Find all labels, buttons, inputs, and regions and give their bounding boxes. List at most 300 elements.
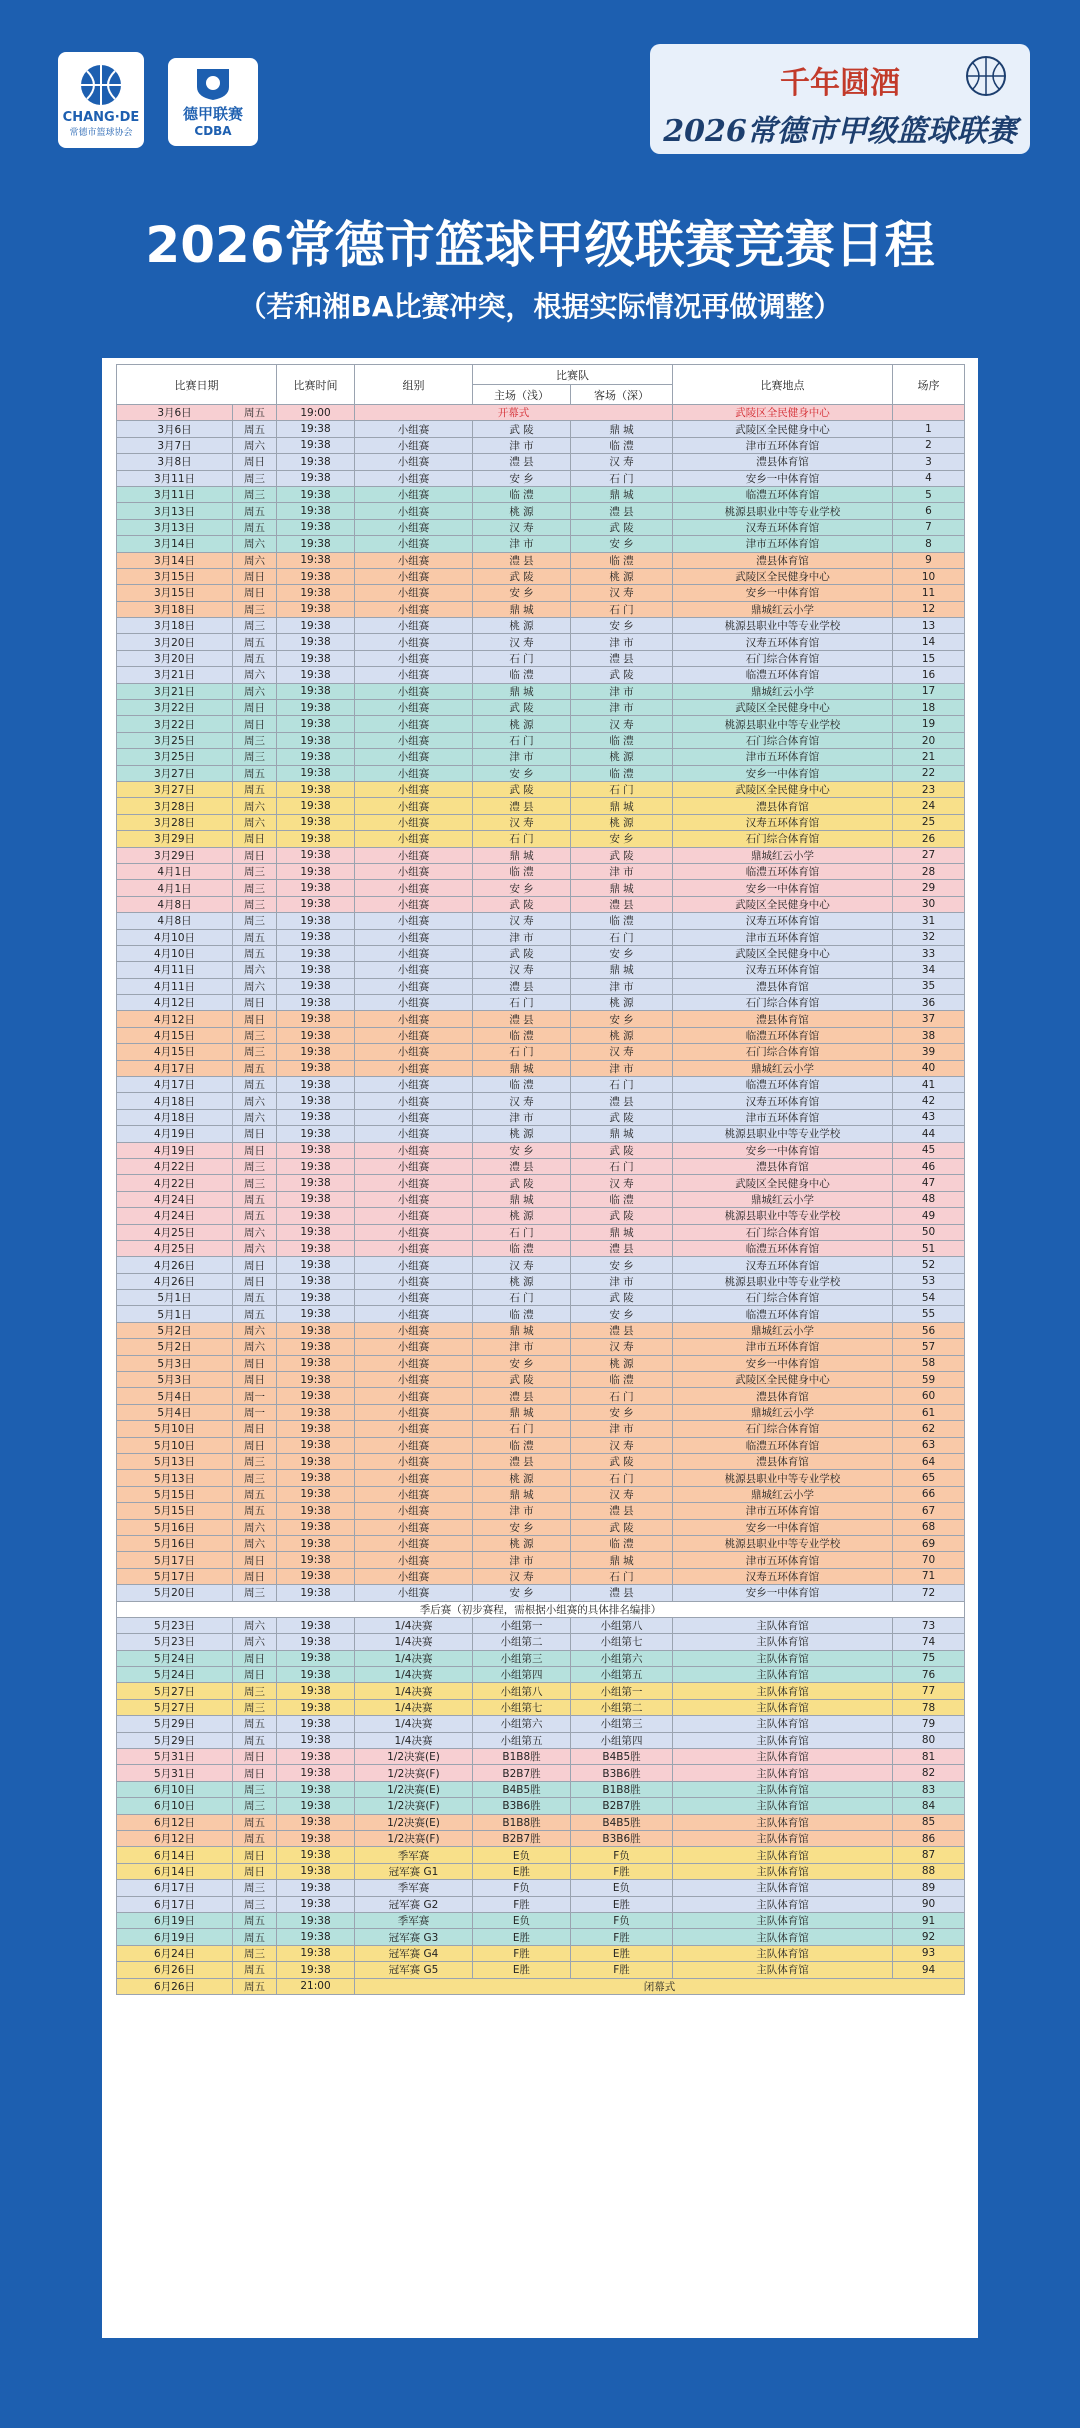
cell-date: 3月15日: [117, 568, 233, 584]
table-row: [117, 634, 965, 650]
cell-home: 临 澧: [473, 667, 571, 683]
cell-time: 19:38: [277, 1732, 355, 1748]
cell-group: 小组赛: [355, 470, 473, 486]
cell-date: 3月15日: [117, 585, 233, 601]
cell-home: 石 门: [473, 1044, 571, 1060]
cell-seq: 44: [893, 1126, 965, 1142]
cell-date: 4月8日: [117, 896, 233, 912]
cell-time: 19:38: [277, 1257, 355, 1273]
cell-time: 19:38: [277, 1421, 355, 1437]
cell-venue: 桃源县职业中等专业学校: [673, 1126, 893, 1142]
cell-group: 小组赛: [355, 454, 473, 470]
table-row: [117, 1027, 965, 1043]
cell-venue: 安乡一中体育馆: [673, 1355, 893, 1371]
cell-away: 津 市: [571, 1273, 673, 1289]
playoff-row: [117, 1929, 965, 1945]
cell-time: 19:38: [277, 1568, 355, 1584]
cell-date: 5月1日: [117, 1306, 233, 1322]
table-row: [117, 1142, 965, 1158]
cell-away: 石 门: [571, 470, 673, 486]
cell-date: 3月6日: [117, 405, 233, 421]
cell-venue: 鼎城红云小学: [673, 683, 893, 699]
cell-weekday: 周三: [233, 1585, 277, 1601]
cell-weekday: 周三: [233, 1027, 277, 1043]
cell-seq: 6: [893, 503, 965, 519]
cell-seq: 57: [893, 1339, 965, 1355]
cell-time: 19:38: [277, 1945, 355, 1961]
cell-date: 4月19日: [117, 1142, 233, 1158]
header-home: 主场（浅）: [473, 385, 571, 405]
cell-group: 小组赛: [355, 1240, 473, 1256]
playoff-row: [117, 1683, 965, 1699]
page-title: 2026常德市篮球甲级联赛竞赛日程: [145, 216, 935, 274]
cell-venue: 主队体育馆: [673, 1814, 893, 1830]
cell-seq: 62: [893, 1421, 965, 1437]
cell-group: 小组赛: [355, 1322, 473, 1338]
cell-group: 小组赛: [355, 568, 473, 584]
cell-venue: 汉寿五环体育馆: [673, 1093, 893, 1109]
cell-venue: 津市五环体育馆: [673, 1503, 893, 1519]
cell-time: 19:38: [277, 1060, 355, 1076]
cell-date: 3月13日: [117, 503, 233, 519]
cell-group: 小组赛: [355, 913, 473, 929]
cell-venue: 主队体育馆: [673, 1929, 893, 1945]
cell-time: 19:38: [277, 1011, 355, 1027]
cell-time: 19:38: [277, 1339, 355, 1355]
cell-home: 鼎 城: [473, 1404, 571, 1420]
cell-date: 3月20日: [117, 650, 233, 666]
table-row: [117, 1388, 965, 1404]
cell-seq: 82: [893, 1765, 965, 1781]
cell-seq: 34: [893, 962, 965, 978]
cell-venue: 临澧五环体育馆: [673, 863, 893, 879]
cell-home: 澧 县: [473, 552, 571, 568]
cell-venue: 津市五环体育馆: [673, 749, 893, 765]
cell-weekday: 周三: [233, 1683, 277, 1699]
cell-time: 19:38: [277, 1240, 355, 1256]
cell-time: 19:38: [277, 1765, 355, 1781]
cell-group: 小组赛: [355, 437, 473, 453]
cell-weekday: 周日: [233, 847, 277, 863]
cell-group: 小组赛: [355, 1044, 473, 1060]
cell-time: 19:38: [277, 1486, 355, 1502]
cell-away: 汉 寿: [571, 1339, 673, 1355]
cell-home: 小组第一: [473, 1617, 571, 1633]
cell-seq: 9: [893, 552, 965, 568]
table-row: [117, 1158, 965, 1174]
cell-date: 5月4日: [117, 1404, 233, 1420]
cell-weekday: 周三: [233, 913, 277, 929]
table-row: [117, 1060, 965, 1076]
cell-home: 津 市: [473, 749, 571, 765]
cell-group: 小组赛: [355, 667, 473, 683]
cell-weekday: 周六: [233, 536, 277, 552]
cell-venue: 桃源县职业中等专业学校: [673, 618, 893, 634]
cell-weekday: 周五: [233, 1912, 277, 1928]
cell-home: 石 门: [473, 650, 571, 666]
cell-date: 3月13日: [117, 519, 233, 535]
table-row: [117, 716, 965, 732]
cell-away: 澧 县: [571, 1093, 673, 1109]
cell-group: 1/4决赛: [355, 1667, 473, 1683]
cell-venue: 石门综合体育馆: [673, 732, 893, 748]
cell-seq: 39: [893, 1044, 965, 1060]
cell-time: 19:38: [277, 1552, 355, 1568]
header-away: 客场（深）: [571, 385, 673, 405]
cell-seq: 19: [893, 716, 965, 732]
cell-away: 武 陵: [571, 1142, 673, 1158]
cell-away: 津 市: [571, 700, 673, 716]
cell-away: 石 门: [571, 929, 673, 945]
cell-away: 石 门: [571, 781, 673, 797]
cell-venue: 澧县体育馆: [673, 798, 893, 814]
cell-weekday: 周日: [233, 1863, 277, 1879]
cell-seq: 27: [893, 847, 965, 863]
cell-time: 19:38: [277, 1093, 355, 1109]
cell-date: 4月12日: [117, 1011, 233, 1027]
table-row: [117, 1126, 965, 1142]
cell-weekday: 周六: [233, 1109, 277, 1125]
cell-home: 临 澧: [473, 1077, 571, 1093]
cell-group: 小组赛: [355, 1404, 473, 1420]
table-row: [117, 1503, 965, 1519]
table-row: [117, 765, 965, 781]
cell-away: 临 澧: [571, 437, 673, 453]
cell-time: 19:38: [277, 1683, 355, 1699]
cell-venue: 临澧五环体育馆: [673, 1437, 893, 1453]
cell-home: B2B7胜: [473, 1830, 571, 1846]
cell-away: 临 澧: [571, 1535, 673, 1551]
cell-home: B1B8胜: [473, 1749, 571, 1765]
cell-away: 澧 县: [571, 1585, 673, 1601]
cell-seq: 32: [893, 929, 965, 945]
cell-time: 19:38: [277, 831, 355, 847]
cell-group: 小组赛: [355, 1585, 473, 1601]
cell-weekday: 周三: [233, 470, 277, 486]
table-row: [117, 978, 965, 994]
cell-time: 19:38: [277, 1814, 355, 1830]
cell-seq: 50: [893, 1224, 965, 1240]
cell-group: 小组赛: [355, 1355, 473, 1371]
cell-date: 4月24日: [117, 1191, 233, 1207]
cell-home: 安 乡: [473, 470, 571, 486]
cell-group: 冠军赛 G1: [355, 1863, 473, 1879]
cell-venue: 临澧五环体育馆: [673, 1077, 893, 1093]
cell-away: 澧 县: [571, 896, 673, 912]
cell-away: 武 陵: [571, 1454, 673, 1470]
cell-date: 4月12日: [117, 995, 233, 1011]
cell-seq: 35: [893, 978, 965, 994]
cell-weekday: 周六: [233, 1240, 277, 1256]
cell-venue: 武陵区全民健身中心: [673, 1372, 893, 1388]
cell-date: 4月11日: [117, 962, 233, 978]
cell-time: 19:38: [277, 1437, 355, 1453]
cell-group: 1/4决赛: [355, 1617, 473, 1633]
cell-home: 鼎 城: [473, 1486, 571, 1502]
cell-away: E负: [571, 1880, 673, 1896]
cell-group: 小组赛: [355, 1158, 473, 1174]
cell-date: 4月25日: [117, 1240, 233, 1256]
cell-seq: 76: [893, 1667, 965, 1683]
table-row: [117, 1470, 965, 1486]
table-row: [117, 536, 965, 552]
cell-time: 19:38: [277, 765, 355, 781]
cell-away: 安 乡: [571, 1404, 673, 1420]
cell-seq: 88: [893, 1863, 965, 1879]
cell-home: 武 陵: [473, 700, 571, 716]
cell-time: 19:38: [277, 421, 355, 437]
table-row: [117, 437, 965, 453]
cell-time: 19:38: [277, 913, 355, 929]
cell-away: 小组第三: [571, 1716, 673, 1732]
cell-weekday: 周三: [233, 1044, 277, 1060]
cell-group: 小组赛: [355, 863, 473, 879]
cell-venue: 鼎城红云小学: [673, 847, 893, 863]
cell-date: 6月10日: [117, 1798, 233, 1814]
cell-weekday: 周六: [233, 437, 277, 453]
table-row: [117, 1093, 965, 1109]
cell-away: E胜: [571, 1945, 673, 1961]
cell-weekday: 周六: [233, 1535, 277, 1551]
table-row: [117, 880, 965, 896]
cell-home: 桃 源: [473, 1208, 571, 1224]
cell-seq: 58: [893, 1355, 965, 1371]
cell-group: 小组赛: [355, 1388, 473, 1404]
cell-group: 小组赛: [355, 1027, 473, 1043]
cell-date: 6月10日: [117, 1781, 233, 1797]
cell-seq: 46: [893, 1158, 965, 1174]
cell-away: 津 市: [571, 863, 673, 879]
cell-seq: 45: [893, 1142, 965, 1158]
cell-seq: 81: [893, 1749, 965, 1765]
cell-date: 5月16日: [117, 1535, 233, 1551]
cell-seq: 28: [893, 863, 965, 879]
cell-date: 4月1日: [117, 880, 233, 896]
cell-group: 小组赛: [355, 486, 473, 502]
cell-seq: 63: [893, 1437, 965, 1453]
header-teams: 比赛队: [473, 365, 673, 385]
playoff-row: [117, 1634, 965, 1650]
cell-date: 6月17日: [117, 1880, 233, 1896]
cell-date: 6月12日: [117, 1830, 233, 1846]
cell-group: 1/4决赛: [355, 1650, 473, 1666]
cell-group: 小组赛: [355, 503, 473, 519]
cell-weekday: 周五: [233, 765, 277, 781]
cell-away: 鼎 城: [571, 1224, 673, 1240]
closing-ceremony-label: 闭幕式: [355, 1978, 965, 1994]
cell-weekday: 周日: [233, 1011, 277, 1027]
cell-weekday: 周五: [233, 650, 277, 666]
table-row: [117, 421, 965, 437]
cell-time: 19:38: [277, 1699, 355, 1715]
cell-away: F负: [571, 1847, 673, 1863]
cell-seq: 83: [893, 1781, 965, 1797]
cell-group: 小组赛: [355, 1273, 473, 1289]
cell-time: 19:38: [277, 634, 355, 650]
cell-home: 临 澧: [473, 863, 571, 879]
cell-home: 鼎 城: [473, 847, 571, 863]
table-row: [117, 1519, 965, 1535]
cell-venue: 石门综合体育馆: [673, 1421, 893, 1437]
cell-group: 小组赛: [355, 896, 473, 912]
cell-time: 19:38: [277, 1027, 355, 1043]
cell-home: 安 乡: [473, 880, 571, 896]
cell-weekday: 周三: [233, 1781, 277, 1797]
cell-venue: 武陵区全民健身中心: [673, 781, 893, 797]
cell-date: 5月23日: [117, 1634, 233, 1650]
schedule-sheet: [102, 358, 978, 2338]
cell-venue: 汉寿五环体育馆: [673, 814, 893, 830]
cell-time: 19:38: [277, 1208, 355, 1224]
cell-home: 临 澧: [473, 1240, 571, 1256]
table-row: [117, 1109, 965, 1125]
cell-weekday: 周日: [233, 1355, 277, 1371]
cell-weekday: 周五: [233, 1830, 277, 1846]
cell-away: 鼎 城: [571, 421, 673, 437]
cell-away: 小组第四: [571, 1732, 673, 1748]
cell-date: 4月19日: [117, 1126, 233, 1142]
cell-weekday: 周三: [233, 1454, 277, 1470]
cell-seq: 74: [893, 1634, 965, 1650]
cell-away: 桃 源: [571, 568, 673, 584]
table-header: [117, 365, 965, 405]
cell-time: 19:38: [277, 896, 355, 912]
cell-date: 4月10日: [117, 945, 233, 961]
cell-date: 3月11日: [117, 470, 233, 486]
cell-seq: 86: [893, 1830, 965, 1846]
cell-time: 19:38: [277, 1634, 355, 1650]
cell-home: 汉 寿: [473, 1257, 571, 1273]
cell-time: 19:38: [277, 1929, 355, 1945]
cell-group: 小组赛: [355, 1519, 473, 1535]
cell-group: 小组赛: [355, 978, 473, 994]
cell-time: 19:38: [277, 519, 355, 535]
table-row: [117, 1568, 965, 1584]
cell-home: 石 门: [473, 1224, 571, 1240]
cell-away: 桃 源: [571, 1355, 673, 1371]
cell-venue: 安乡一中体育馆: [673, 1519, 893, 1535]
cell-group: 小组赛: [355, 536, 473, 552]
cell-weekday: 周五: [233, 1814, 277, 1830]
cell-away: 桃 源: [571, 749, 673, 765]
cell-seq: 66: [893, 1486, 965, 1502]
cell-home: 临 澧: [473, 1027, 571, 1043]
cell-seq: 10: [893, 568, 965, 584]
cell-group: 小组赛: [355, 1224, 473, 1240]
cell-home: 鼎 城: [473, 683, 571, 699]
playoff-row: [117, 1880, 965, 1896]
table-body: [117, 405, 965, 1995]
cell-date: 3月29日: [117, 847, 233, 863]
cell-time: 19:38: [277, 1044, 355, 1060]
changde-logo-sub: 常德市篮球协会: [69, 128, 133, 138]
cell-group: 小组赛: [355, 1093, 473, 1109]
cell-group: 小组赛: [355, 1109, 473, 1125]
cell-seq: 33: [893, 945, 965, 961]
cell-weekday: 周三: [233, 1175, 277, 1191]
cell-venue: 临澧五环体育馆: [673, 667, 893, 683]
cell-seq: 1: [893, 421, 965, 437]
cell-away: 安 乡: [571, 1306, 673, 1322]
cell-away: 汉 寿: [571, 1437, 673, 1453]
cell-home: 石 门: [473, 1290, 571, 1306]
table-row: [117, 1290, 965, 1306]
cell-home: 桃 源: [473, 716, 571, 732]
playoff-row: [117, 1617, 965, 1633]
cell-home: 石 门: [473, 732, 571, 748]
cdba-shield-icon: [193, 67, 233, 101]
cell-date: 5月2日: [117, 1339, 233, 1355]
cell-weekday: 周三: [233, 1880, 277, 1896]
cell-date: 5月31日: [117, 1765, 233, 1781]
cell-time: 19:38: [277, 1716, 355, 1732]
page-subtitle: （若和湘BA比赛冲突，根据实际情况再做调整）: [238, 290, 842, 323]
cell-group: 小组赛: [355, 1257, 473, 1273]
table-row: [117, 749, 965, 765]
cell-venue: 鼎城红云小学: [673, 1486, 893, 1502]
playoff-row: [117, 1863, 965, 1879]
cell-date: 5月31日: [117, 1749, 233, 1765]
cell-seq: 36: [893, 995, 965, 1011]
cell-group: 小组赛: [355, 1486, 473, 1502]
table-row: [117, 962, 965, 978]
cell-home: E胜: [473, 1863, 571, 1879]
cell-away: 津 市: [571, 683, 673, 699]
cell-away: 临 澧: [571, 732, 673, 748]
cell-seq: 87: [893, 1847, 965, 1863]
cell-home: 小组第八: [473, 1683, 571, 1699]
cell-venue: 鼎城红云小学: [673, 1060, 893, 1076]
cell-time: 19:38: [277, 1617, 355, 1633]
cell-seq: 60: [893, 1388, 965, 1404]
cell-venue: 主队体育馆: [673, 1716, 893, 1732]
cell-venue: 鼎城红云小学: [673, 1322, 893, 1338]
cell-venue: 武陵区全民健身中心: [673, 700, 893, 716]
cell-venue: 津市五环体育馆: [673, 437, 893, 453]
cell-home: 临 澧: [473, 1437, 571, 1453]
cell-weekday: 周日: [233, 1667, 277, 1683]
cell-date: 3月27日: [117, 765, 233, 781]
table-row: [117, 1208, 965, 1224]
cell-seq: 89: [893, 1880, 965, 1896]
table-row: [117, 847, 965, 863]
cell-seq: 2: [893, 437, 965, 453]
table-row: [117, 781, 965, 797]
cell-venue: 桃源县职业中等专业学校: [673, 1273, 893, 1289]
cell-time: 19:38: [277, 1912, 355, 1928]
cell-home: 安 乡: [473, 1585, 571, 1601]
basketball-icon: [78, 62, 124, 108]
header-time: 比赛时间: [277, 365, 355, 405]
cell-venue: 主队体育馆: [673, 1863, 893, 1879]
table-row: [117, 1322, 965, 1338]
cell-home: 澧 县: [473, 798, 571, 814]
playoff-row: [117, 1732, 965, 1748]
cell-seq: 4: [893, 470, 965, 486]
cell-time: 19:38: [277, 650, 355, 666]
cell-time: 19:38: [277, 1109, 355, 1125]
cell-seq: 69: [893, 1535, 965, 1551]
cell-home: 武 陵: [473, 781, 571, 797]
cell-weekday: 周五: [233, 421, 277, 437]
cell-date: 6月12日: [117, 1814, 233, 1830]
cell-home: 武 陵: [473, 1175, 571, 1191]
playoff-row: [117, 1765, 965, 1781]
cell-seq: 41: [893, 1077, 965, 1093]
cell-time: 19:38: [277, 1749, 355, 1765]
cell-venue: 武陵区全民健身中心: [673, 1175, 893, 1191]
cell-group: 小组赛: [355, 765, 473, 781]
